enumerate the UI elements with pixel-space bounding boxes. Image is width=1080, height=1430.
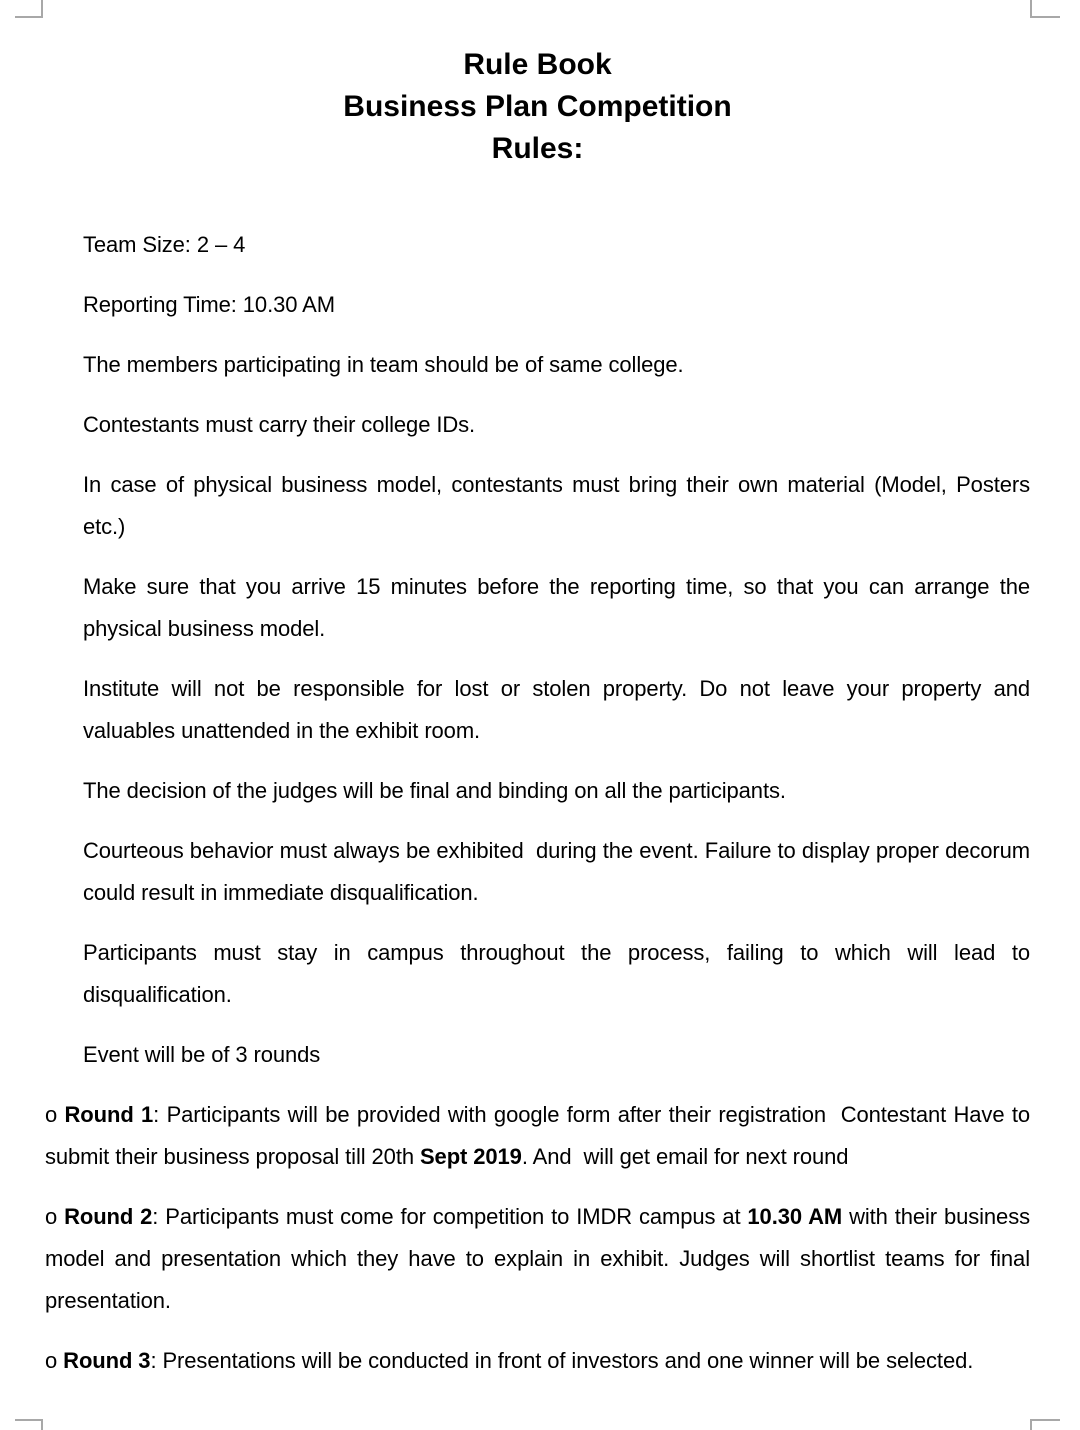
rule-paragraph: Make sure that you arrive 15 minutes before the reporting time, so that you can arrange the physical business model. (83, 574, 1037, 641)
round-paragraph-1: o Round 1: Participants will be provided with google form after their registration Contestant Have to submit their business proposal till 20th Sept 2019. And will get email for next round (45, 1102, 1036, 1169)
text-boundary-corner-bottom-right (1030, 1419, 1060, 1430)
rule-paragraph: Team Size: 2 – 4 (83, 232, 246, 257)
rule-paragraph: Courteous behavior must always be exhibited during the event. Failure to display proper decorum could result in immediate disqualification. (83, 838, 1037, 905)
text-boundary-corner-bottom-left (15, 1419, 43, 1430)
rules-section (45, 224, 1037, 1076)
rule-paragraph: The members participating in team should be of same college. (83, 352, 684, 377)
rule-paragraph: Contestants must carry their college IDs. (83, 412, 476, 437)
title-line-2: Business Plan Competition (343, 90, 732, 123)
rule-paragraph: The decision of the judges will be final and binding on all the participants. (83, 778, 786, 803)
title-line-1: Rule Book (463, 48, 612, 81)
rule-paragraph: Participants must stay in campus throughout the process, failing to which will lead to disqualification. (83, 940, 1037, 1007)
round-paragraph-3: o Round 3: Presentations will be conducted in front of investors and one winner will be selected. (45, 1348, 974, 1373)
text-boundary-corner-top-left (15, 0, 43, 18)
title-line-3: Rules: (491, 132, 584, 165)
text-boundary-corner-top-right (1030, 0, 1060, 18)
document-title (45, 44, 1030, 170)
rounds-section (45, 1094, 1037, 1382)
rule-paragraph: In case of physical business model, contestants must bring their own material (Model, Posters etc.) (83, 472, 1037, 539)
rule-paragraph: Institute will not be responsible for lost or stolen property. Do not leave your property and valuables unattended in the exhibit room. (83, 676, 1037, 743)
rule-paragraph: Event will be of 3 rounds (83, 1042, 321, 1067)
rule-paragraph: Reporting Time: 10.30 AM (83, 292, 335, 317)
document-content (45, 44, 1037, 1400)
round-paragraph-2: o Round 2: Participants must come for competition to IMDR campus at 10.30 AM with their business model and presentation which they have to explain in exhibit. Judges will shortlist teams for final presentation. (45, 1204, 1037, 1313)
